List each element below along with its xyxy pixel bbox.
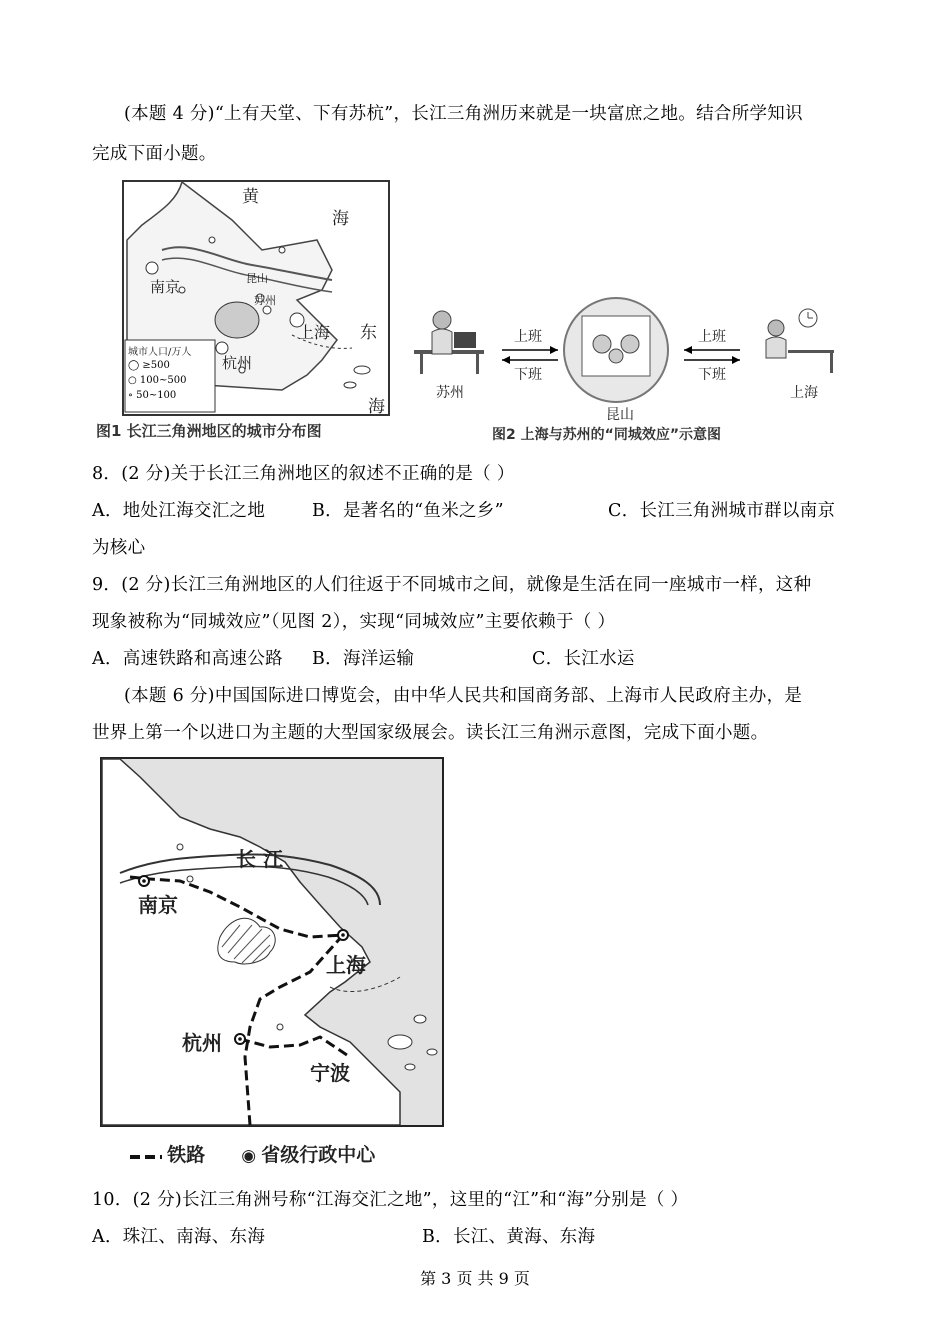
q8-option-c-cont: 为核心 xyxy=(92,538,146,558)
q8-option-a[interactable]: A．地处江海交汇之地 xyxy=(92,501,266,521)
group2-intro-line1: (本题 6 分)中国国际进口博览会，由中华人民共和国商务部、上海市人民政府主办，是 xyxy=(124,686,803,706)
fig2-label-shanghai: 上海 xyxy=(790,385,818,401)
q8-option-b[interactable]: B．是著名的“鱼米之乡” xyxy=(312,501,504,521)
legend-circle-small-icon: ∘ xyxy=(128,390,137,401)
railway-legend-icon xyxy=(130,1151,162,1163)
q10-option-a[interactable]: A．珠江、南海、东海 xyxy=(92,1227,266,1247)
map1-label-kunshan: 昆山 xyxy=(246,272,268,285)
legend-railway-label: 铁路 xyxy=(167,1144,206,1166)
legend-capital-label: 省级行政中心 xyxy=(261,1144,376,1166)
fig2-label-off-work-left: 下班 xyxy=(514,367,542,383)
map2-label-ningbo: 宁波 xyxy=(310,1061,350,1085)
map1-label-hai: 海 xyxy=(332,209,349,229)
figure2-caption: 图2 上海与苏州的“同城效应”示意图 xyxy=(492,427,722,443)
map1-label-nanjing: 南京 xyxy=(150,278,181,296)
fig2-label-suzhou: 苏州 xyxy=(436,385,464,401)
map1-legend-title: 城市人口/万人 xyxy=(128,347,192,358)
fig2-label-go-work-right: 上班 xyxy=(698,329,726,345)
q10-option-b[interactable]: B．长江、黄海、东海 xyxy=(422,1227,596,1247)
legend-item-1: ≥500 xyxy=(142,360,170,371)
q9-option-c[interactable]: C．长江水运 xyxy=(532,649,635,669)
map2-label-shanghai: 上海 xyxy=(326,953,366,977)
map2-legend xyxy=(130,1140,375,1167)
q9-stem-line2: 现象被称为“同城效应”（见图 2），实现“同城效应”主要依赖于（ ） xyxy=(92,612,616,632)
q8-stem: 8．(2 分)关于长江三角洲地区的叙述不正确的是（ ） xyxy=(92,464,515,484)
capital-legend-icon: ◉ xyxy=(241,1146,257,1166)
map1-label-suzhou: 苏州 xyxy=(254,294,276,307)
map2-label-hangzhou: 杭州 xyxy=(182,1031,222,1055)
group1-intro-line2: 完成下面小题。 xyxy=(92,144,217,164)
group1-intro-line1: (本题 4 分)“上有天堂、下有苏杭”，长江三角洲历来就是一块富庶之地。结合所学知识 xyxy=(124,104,803,124)
map1-label-huang: 黄 xyxy=(242,187,259,207)
map1-label-hangzhou: 杭州 xyxy=(222,354,253,372)
yangtze-delta-railway-map-illustration xyxy=(100,757,444,1127)
q9-option-a[interactable]: A．高速铁路和高速公路 xyxy=(92,649,283,669)
fig2-label-off-work-right: 下班 xyxy=(698,367,726,383)
q9-option-b[interactable]: B．海洋运输 xyxy=(312,649,415,669)
legend-circle-medium-icon: ○ xyxy=(128,375,140,386)
map1-label-dong: 东 xyxy=(360,323,377,343)
page-footer: 第 3 页 共 9 页 xyxy=(420,1269,530,1288)
map1-legend xyxy=(128,360,186,401)
figure1-caption: 图1 长江三角洲地区的城市分布图 xyxy=(96,422,322,440)
q8-option-c[interactable]: C．长江三角洲城市群以南京 xyxy=(608,501,836,521)
q10-stem: 10．(2 分)长江三角洲号称“江海交汇之地”，这里的“江”和“海”分别是（ ） xyxy=(92,1190,689,1210)
map1-label-shanghai: 上海 xyxy=(298,323,331,342)
fig2-label-kunshan: 昆山 xyxy=(606,407,634,423)
map2-label-changjiang: 长 江 xyxy=(236,847,283,871)
legend-item-2: 100~500 xyxy=(139,375,187,386)
same-city-effect-illustration xyxy=(410,292,840,422)
map1-label-hai2: 海 xyxy=(368,397,385,417)
fig2-label-go-work-left: 上班 xyxy=(514,329,542,345)
group2-intro-line2: 世界上第一个以进口为主题的大型国家级展会。读长江三角洲示意图，完成下面小题。 xyxy=(92,723,769,743)
figure2-diagram xyxy=(410,292,840,422)
legend-item-3: 50~100 xyxy=(136,390,177,401)
legend-circle-large-icon: ◯ xyxy=(128,360,143,371)
map2 xyxy=(100,757,444,1127)
figure1-map xyxy=(122,180,390,416)
q9-stem-line1: 9．(2 分)长江三角洲地区的人们往返于不同城市之间，就像是生活在同一座城市一样，这种 xyxy=(92,575,812,595)
map2-label-nanjing: 南京 xyxy=(138,893,178,917)
